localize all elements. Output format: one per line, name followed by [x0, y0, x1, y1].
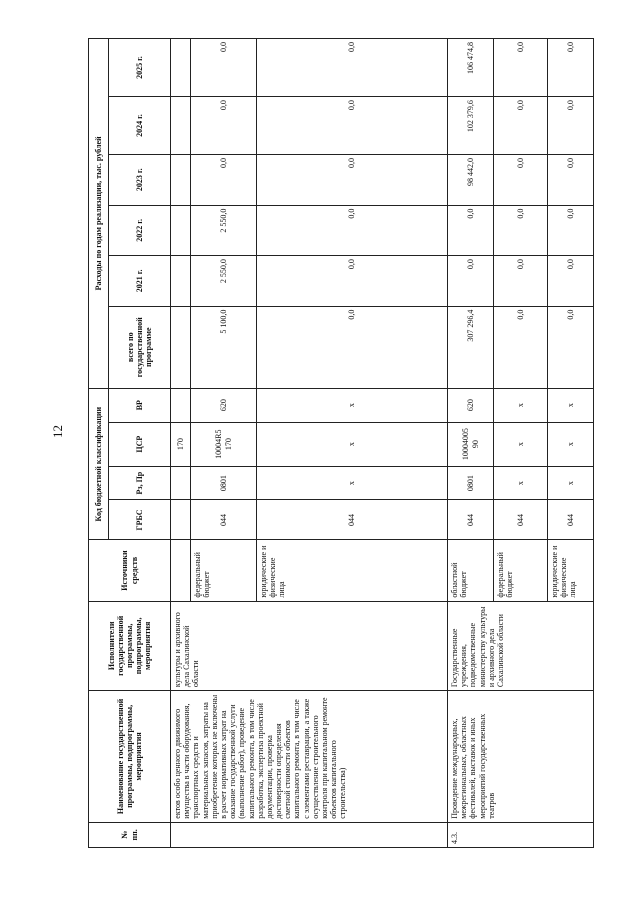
vr-cell: х — [548, 388, 594, 422]
total-cell: 0,0 — [548, 306, 594, 388]
y2022-cell: 0,0 — [257, 205, 448, 256]
csr-cell: х — [548, 422, 594, 466]
header-name: Наименование государственной программы, подпрограммы, мероприятия — [89, 691, 171, 823]
y2025-cell: 0,0 — [494, 39, 548, 97]
grbs-cell: 044 — [494, 500, 548, 540]
y2023-cell: 0,0 — [257, 155, 448, 206]
source-cell: областной бюджет — [448, 540, 494, 601]
header-expenses-group: Расходы по годам реализации, тыс. рублей — [89, 39, 109, 389]
y2022-cell: 0,0 — [548, 205, 594, 256]
header-2024: 2024 г. — [109, 97, 171, 155]
y2024-cell: 0,0 — [494, 97, 548, 155]
header-rzpr: Рз, Пр — [109, 466, 171, 500]
y2024-cell — [171, 97, 191, 155]
grbs-cell: 044 — [448, 500, 494, 540]
header-code-group: Код бюджетной классификации — [89, 388, 109, 540]
total-cell: 0,0 — [494, 306, 548, 388]
y2023-cell: 0,0 — [494, 155, 548, 206]
header-source: Источники средств — [89, 540, 171, 601]
header-2023: 2023 г. — [109, 155, 171, 206]
y2025-cell — [171, 39, 191, 97]
y2023-cell: 0,0 — [548, 155, 594, 206]
total-cell — [171, 306, 191, 388]
header-total: всего по государственной программе — [109, 306, 171, 388]
header-executor: Исполнители государственной программы, подпрограммы, мероприятия — [89, 601, 171, 691]
y2025-cell: 0,0 — [257, 39, 448, 97]
y2024-cell: 0,0 — [548, 97, 594, 155]
table-row — [171, 39, 191, 848]
csr-cell: 170 — [171, 422, 191, 466]
source-cell — [171, 540, 191, 601]
y2022-cell: 0,0 — [494, 205, 548, 256]
total-cell: 0,0 — [257, 306, 448, 388]
rzpr-cell: 0801 — [448, 466, 494, 500]
budget-table — [88, 38, 594, 848]
rzpr-cell: х — [257, 466, 448, 500]
y2024-cell: 102 379,6 — [448, 97, 494, 155]
y2022-cell: 0,0 — [448, 205, 494, 256]
header-num: № пп. — [89, 822, 171, 847]
vr-cell: х — [257, 388, 448, 422]
y2024-cell: 0,0 — [257, 97, 448, 155]
y2022-cell — [171, 205, 191, 256]
y2021-cell: 0,0 — [548, 256, 594, 307]
y2021-cell: 0,0 — [494, 256, 548, 307]
grbs-cell: 044 — [191, 500, 257, 540]
rzpr-cell: 0801 — [191, 466, 257, 500]
grbs-cell: 044 — [257, 500, 448, 540]
total-cell: 307 296,4 — [448, 306, 494, 388]
vr-cell: 620 — [191, 388, 257, 422]
y2021-cell — [171, 256, 191, 307]
table-row — [448, 39, 494, 848]
vr-cell — [171, 388, 191, 422]
header-grbs: ГРБС — [109, 500, 171, 540]
source-cell: федеральный бюджет — [494, 540, 548, 601]
y2021-cell: 0,0 — [448, 256, 494, 307]
row-num — [171, 822, 448, 847]
rzpr-cell: х — [548, 466, 594, 500]
y2022-cell: 2 550,0 — [191, 205, 257, 256]
source-cell: юридические и физические лица — [548, 540, 594, 601]
activity-name: ектов особо ценного движимого имущества в части оборудования, транспортных средств и материальных запасов, затраты на приобретение которых не включены в расчет нормативных затрат на оказание государственной услуги (выполнение работ), проведение капитального ремонта, в том числе разработка, экспертиза проектной документации, проверка достоверности определения сметной стоимости объектов капитального ремонта, в том числе с элементами реставрации, а также осуществление строительного контроля при капитальном ремонте объектов капитального строительства) — [171, 691, 448, 823]
total-cell: 5 100,0 — [191, 306, 257, 388]
y2025-cell: 0,0 — [191, 39, 257, 97]
source-cell: юридические и физические лица — [257, 540, 448, 601]
csr-cell: 10004R5 170 — [191, 422, 257, 466]
vr-cell: х — [494, 388, 548, 422]
rzpr-cell — [171, 466, 191, 500]
y2025-cell: 106 474,8 — [448, 39, 494, 97]
y2021-cell: 0,0 — [257, 256, 448, 307]
grbs-cell: 044 — [548, 500, 594, 540]
y2024-cell: 0,0 — [191, 97, 257, 155]
header-2021: 2021 г. — [109, 256, 171, 307]
y2025-cell: 0,0 — [548, 39, 594, 97]
header-2025: 2025 г. — [109, 39, 171, 97]
source-cell: федеральный бюджет — [191, 540, 257, 601]
y2023-cell: 98 442,0 — [448, 155, 494, 206]
csr-cell: 10004005 90 — [448, 422, 494, 466]
vr-cell: 620 — [448, 388, 494, 422]
csr-cell: х — [257, 422, 448, 466]
rzpr-cell: х — [494, 466, 548, 500]
csr-cell: х — [494, 422, 548, 466]
row-num: 4.3. — [448, 822, 594, 847]
y2023-cell: 0,0 — [191, 155, 257, 206]
header-csr: ЦСР — [109, 422, 171, 466]
page-number: 12 — [50, 425, 65, 438]
executor: Государственные учреждения, подведомственные министерству культуры и архивного дела Сахалинской области — [448, 601, 594, 691]
y2021-cell: 2 550,0 — [191, 256, 257, 307]
header-vr: ВР — [109, 388, 171, 422]
activity-name: Проведение международных, межрегиональных, областных фестивалей, выставок и иных мероприятий государственных театров — [448, 691, 594, 823]
grbs-cell — [171, 500, 191, 540]
rotated-table-page — [88, 38, 593, 848]
y2023-cell — [171, 155, 191, 206]
executor: культуры и архивного дела Сахалинской области — [171, 601, 448, 691]
header-2022: 2022 г. — [109, 205, 171, 256]
